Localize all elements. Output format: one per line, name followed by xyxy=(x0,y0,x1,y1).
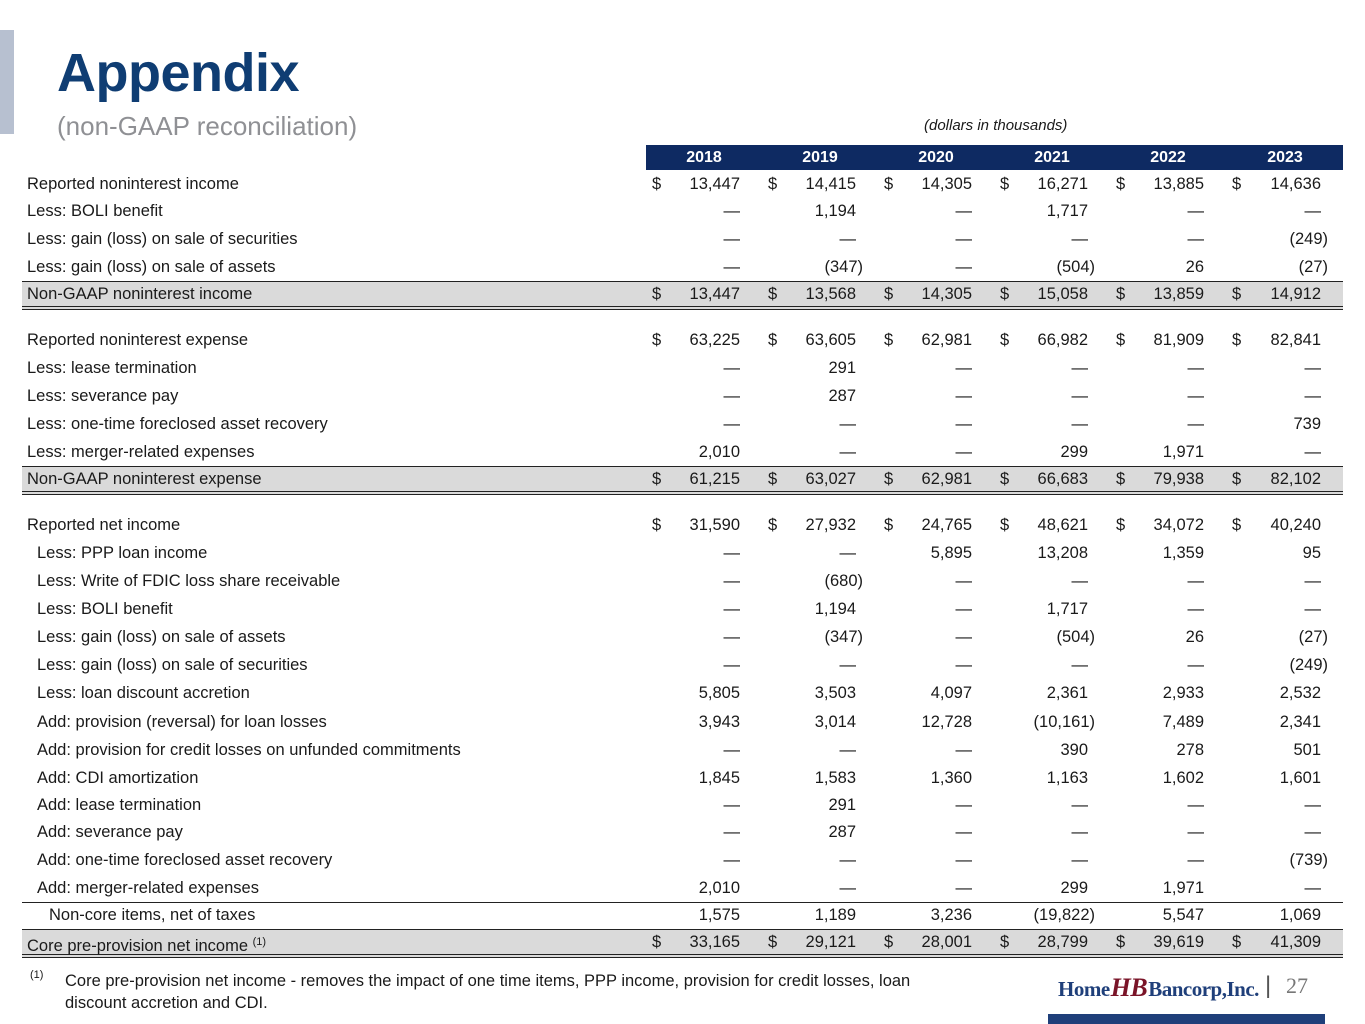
cell-value: — xyxy=(955,359,972,377)
table-total-row xyxy=(22,929,1343,958)
currency-symbol: $ xyxy=(1116,285,1126,303)
row-label xyxy=(27,356,197,380)
cell-value: — xyxy=(955,656,972,674)
cell-value: — xyxy=(1071,230,1088,248)
currency-symbol: $ xyxy=(1000,470,1010,488)
table-row xyxy=(22,541,1343,565)
cell-value: — xyxy=(723,600,740,618)
cell-value: 34,072 xyxy=(1153,516,1204,534)
row-label xyxy=(37,653,308,677)
currency-symbol: $ xyxy=(884,470,894,488)
cell-value: — xyxy=(723,823,740,841)
cell-value: — xyxy=(839,415,856,433)
currency-symbol: $ xyxy=(1116,516,1126,534)
logo-word-home: Home xyxy=(1058,977,1110,1001)
cell-value: — xyxy=(1187,415,1204,433)
cell-value: 28,001 xyxy=(921,933,972,951)
cell-value: (347) xyxy=(824,628,863,646)
row-label xyxy=(37,766,198,790)
table-row xyxy=(22,328,1343,352)
cell-value: — xyxy=(1187,796,1204,814)
cell-value: 1,717 xyxy=(1046,202,1088,220)
currency-symbol: $ xyxy=(1232,331,1242,349)
row-label xyxy=(37,681,250,705)
cell-value: — xyxy=(723,230,740,248)
table-row xyxy=(22,172,1343,196)
table-row xyxy=(22,513,1343,537)
row-label-text: Add: CDI amortization xyxy=(37,769,199,787)
cell-value: — xyxy=(1187,656,1204,674)
cell-value: — xyxy=(1071,415,1088,433)
footnote-ref: (1) xyxy=(252,936,267,948)
table-row xyxy=(22,820,1343,844)
currency-symbol: $ xyxy=(884,285,894,303)
row-label xyxy=(37,820,183,844)
cell-value: 13,859 xyxy=(1153,285,1204,303)
row-label-text: Less: gain (loss) on sale of securities xyxy=(27,230,298,248)
row-label-text: Less: gain (loss) on sale of assets xyxy=(27,258,276,276)
currency-symbol: $ xyxy=(884,331,894,349)
table-row xyxy=(22,227,1343,251)
cell-value: 2,341 xyxy=(1279,713,1321,731)
cell-value: 1,575 xyxy=(698,906,740,924)
row-label xyxy=(27,227,298,251)
row-label xyxy=(37,541,207,565)
cell-value: — xyxy=(1187,230,1204,248)
table-row xyxy=(22,255,1343,279)
cell-value: 739 xyxy=(1293,415,1321,433)
row-label-text: Less: merger-related expenses xyxy=(27,443,255,461)
table-row xyxy=(22,653,1343,677)
cell-value: 12,728 xyxy=(921,713,972,731)
cell-value: — xyxy=(1071,851,1088,869)
currency-symbol: $ xyxy=(1116,331,1126,349)
cell-value: 14,912 xyxy=(1270,285,1321,303)
currency-symbol: $ xyxy=(1000,285,1010,303)
currency-symbol: $ xyxy=(1000,933,1010,951)
currency-symbol: $ xyxy=(1232,933,1242,951)
cell-value: (249) xyxy=(1289,230,1328,248)
currency-symbol: $ xyxy=(1000,175,1010,193)
cell-value: — xyxy=(723,628,740,646)
row-label-text: Add: severance pay xyxy=(37,823,183,841)
cell-value: 14,636 xyxy=(1270,175,1321,193)
cell-value: 82,102 xyxy=(1270,470,1321,488)
cell-value: — xyxy=(1071,823,1088,841)
row-label-text: Less: loan discount accretion xyxy=(37,684,250,702)
cell-value: 39,619 xyxy=(1153,933,1204,951)
logo-hb-mark: HB xyxy=(1110,973,1148,1002)
row-label xyxy=(37,876,259,900)
cell-value: 24,765 xyxy=(921,516,972,534)
cell-value: 501 xyxy=(1293,741,1321,759)
cell-value: — xyxy=(1304,823,1321,841)
table-row xyxy=(22,738,1343,762)
cell-value: 1,359 xyxy=(1162,544,1204,562)
cell-value: — xyxy=(1304,600,1321,618)
row-label xyxy=(27,199,163,223)
row-label-text: Less: one-time foreclosed asset recovery xyxy=(27,415,328,433)
cell-value: — xyxy=(1071,572,1088,590)
row-label-text: Less: gain (loss) on sale of assets xyxy=(37,628,286,646)
row-label-text: Reported net income xyxy=(27,516,181,534)
cell-value: 287 xyxy=(828,387,856,405)
cell-value: 61,215 xyxy=(689,470,740,488)
row-label-text: Less: BOLI benefit xyxy=(37,600,173,618)
cell-value: 1,601 xyxy=(1279,769,1321,787)
cell-value: 13,208 xyxy=(1037,544,1088,562)
table-row xyxy=(22,681,1343,705)
cell-value: 62,981 xyxy=(921,331,972,349)
cell-value: (10,161) xyxy=(1033,713,1095,731)
cell-value: — xyxy=(839,230,856,248)
table-total-row xyxy=(22,466,1343,495)
cell-value: — xyxy=(1304,879,1321,897)
row-label-text: Reported noninterest expense xyxy=(27,331,249,349)
year-header: 2021 xyxy=(1034,149,1070,166)
cell-value: 1,717 xyxy=(1046,600,1088,618)
table-row xyxy=(22,569,1343,593)
year-header: 2023 xyxy=(1267,149,1303,166)
row-label xyxy=(49,903,255,927)
cell-value: — xyxy=(955,823,972,841)
currency-symbol: $ xyxy=(1116,933,1126,951)
cell-value: 2,933 xyxy=(1162,684,1204,702)
table-row xyxy=(22,412,1343,436)
year-header: 2020 xyxy=(918,149,954,166)
year-header: 2018 xyxy=(686,149,722,166)
cell-value: (27) xyxy=(1298,628,1328,646)
cell-value: 1,189 xyxy=(814,906,856,924)
page-number: 27 xyxy=(1286,973,1308,998)
currency-symbol: $ xyxy=(768,285,778,303)
cell-value: 33,165 xyxy=(689,933,740,951)
cell-value: 14,305 xyxy=(921,175,972,193)
currency-symbol: $ xyxy=(884,933,894,951)
cell-value: (249) xyxy=(1289,656,1328,674)
row-label-text: Add: provision (reversal) for loan losses xyxy=(37,713,327,731)
currency-symbol: $ xyxy=(1000,331,1010,349)
cell-value: 3,014 xyxy=(814,713,856,731)
cell-value: 1,194 xyxy=(814,600,856,618)
cell-value: 1,583 xyxy=(814,769,856,787)
cell-value: 3,503 xyxy=(814,684,856,702)
row-label xyxy=(37,793,201,817)
cell-value: 299 xyxy=(1060,443,1088,461)
cell-value: — xyxy=(1187,359,1204,377)
currency-symbol: $ xyxy=(884,516,894,534)
company-logo xyxy=(1058,970,1259,1006)
cell-value: — xyxy=(1304,796,1321,814)
row-label xyxy=(27,930,266,958)
cell-value: 28,799 xyxy=(1037,933,1088,951)
cell-value: — xyxy=(955,879,972,897)
cell-value: — xyxy=(955,258,972,276)
cell-value: 40,240 xyxy=(1270,516,1321,534)
row-label-text: Add: one-time foreclosed asset recovery xyxy=(37,851,333,869)
cell-value: 31,590 xyxy=(689,516,740,534)
row-label-text: Less: lease termination xyxy=(27,359,197,377)
cell-value: — xyxy=(1187,823,1204,841)
cell-value: — xyxy=(1187,572,1204,590)
currency-symbol: $ xyxy=(1116,470,1126,488)
cell-value: — xyxy=(1187,202,1204,220)
cell-value: 26 xyxy=(1185,628,1204,646)
cell-value: — xyxy=(955,387,972,405)
footer-bar xyxy=(1048,1014,1325,1024)
cell-value: 13,568 xyxy=(805,285,856,303)
cell-value: 1,360 xyxy=(930,769,972,787)
currency-symbol: $ xyxy=(768,470,778,488)
row-label-text: Less: gain (loss) on sale of securities xyxy=(37,656,308,674)
table-row xyxy=(22,597,1343,621)
cell-value: 79,938 xyxy=(1153,470,1204,488)
cell-value: — xyxy=(723,359,740,377)
row-label xyxy=(37,597,173,621)
accent-bar xyxy=(0,30,14,134)
cell-value: (739) xyxy=(1289,851,1328,869)
cell-value: 1,602 xyxy=(1162,769,1204,787)
cell-value: — xyxy=(723,544,740,562)
page-subtitle: (non-GAAP reconciliation) xyxy=(57,111,358,141)
cell-value: 299 xyxy=(1060,879,1088,897)
footnote-text: Core pre-provision net income - removes the impact of one time items, PPP income, provision for credit losses, loan discount accretion and CDI. xyxy=(65,972,911,1012)
cell-value: 1,194 xyxy=(814,202,856,220)
cell-value: — xyxy=(723,258,740,276)
currency-symbol: $ xyxy=(652,285,662,303)
currency-symbol: $ xyxy=(652,175,662,193)
cell-value: 2,010 xyxy=(698,879,740,897)
row-label-text: Core pre-provision net income xyxy=(27,937,249,955)
cell-value: (19,822) xyxy=(1033,906,1095,924)
cell-value: — xyxy=(955,628,972,646)
table-row xyxy=(22,793,1343,817)
cell-value: 5,895 xyxy=(930,544,972,562)
currency-symbol: $ xyxy=(768,175,778,193)
row-label xyxy=(37,569,340,593)
cell-value: 1,971 xyxy=(1162,443,1204,461)
row-label-text: Less: severance pay xyxy=(27,387,179,405)
currency-symbol: $ xyxy=(1232,285,1242,303)
footnote-marker: (1) xyxy=(30,969,44,981)
cell-value: — xyxy=(723,387,740,405)
row-label xyxy=(37,625,286,649)
cell-value: — xyxy=(723,202,740,220)
currency-symbol: $ xyxy=(1116,175,1126,193)
row-label xyxy=(27,255,276,279)
cell-value: — xyxy=(1187,387,1204,405)
cell-value: 48,621 xyxy=(1037,516,1088,534)
cell-value: 2,010 xyxy=(698,443,740,461)
cell-value: 1,971 xyxy=(1162,879,1204,897)
logo-word-bancorp: Bancorp,Inc. xyxy=(1148,977,1259,1001)
cell-value: 16,271 xyxy=(1037,175,1088,193)
page-title: Appendix xyxy=(57,43,300,103)
cell-value: 1,163 xyxy=(1046,769,1088,787)
cell-value: 14,415 xyxy=(805,175,856,193)
cell-value: — xyxy=(955,600,972,618)
cell-value: — xyxy=(955,230,972,248)
cell-value: — xyxy=(723,572,740,590)
cell-value: — xyxy=(723,741,740,759)
table-row xyxy=(22,356,1343,380)
row-label-text: Less: BOLI benefit xyxy=(27,202,163,220)
row-label-text: Less: PPP loan income xyxy=(37,544,208,562)
currency-symbol: $ xyxy=(652,933,662,951)
cell-value: 3,236 xyxy=(930,906,972,924)
cell-value: 14,305 xyxy=(921,285,972,303)
cell-value: — xyxy=(1187,851,1204,869)
cell-value: 27,932 xyxy=(805,516,856,534)
cell-value: — xyxy=(723,796,740,814)
row-label xyxy=(27,513,180,537)
cell-value: 13,447 xyxy=(689,285,740,303)
cell-value: — xyxy=(1071,387,1088,405)
cell-value: — xyxy=(839,656,856,674)
row-label-text: Add: merger-related expenses xyxy=(37,879,259,897)
cell-value: — xyxy=(839,544,856,562)
currency-symbol: $ xyxy=(652,516,662,534)
table-row xyxy=(22,876,1343,900)
cell-value: 4,097 xyxy=(930,684,972,702)
cell-value: — xyxy=(1071,796,1088,814)
table-row xyxy=(22,440,1343,464)
currency-symbol: $ xyxy=(1000,516,1010,534)
cell-value: 63,027 xyxy=(805,470,856,488)
cell-value: — xyxy=(955,851,972,869)
cell-value: (680) xyxy=(824,572,863,590)
cell-value: 3,943 xyxy=(698,713,740,731)
cell-value: 1,069 xyxy=(1279,906,1321,924)
currency-symbol: $ xyxy=(1232,516,1242,534)
cell-value: — xyxy=(955,415,972,433)
table-total-row xyxy=(22,281,1343,310)
cell-value: — xyxy=(1187,600,1204,618)
cell-value: — xyxy=(1304,202,1321,220)
page-separator: | xyxy=(1265,972,1272,999)
currency-symbol: $ xyxy=(768,331,778,349)
cell-value: 5,547 xyxy=(1162,906,1204,924)
row-label-text: Non-GAAP noninterest expense xyxy=(27,470,262,488)
cell-value: — xyxy=(839,879,856,897)
cell-value: 2,532 xyxy=(1279,684,1321,702)
cell-value: 2,361 xyxy=(1046,684,1088,702)
row-label xyxy=(27,440,254,464)
cell-value: (347) xyxy=(824,258,863,276)
cell-value: 41,309 xyxy=(1270,933,1321,951)
currency-symbol: $ xyxy=(1232,175,1242,193)
table-row xyxy=(22,625,1343,649)
table-row xyxy=(22,766,1343,790)
cell-value: 82,841 xyxy=(1270,331,1321,349)
currency-symbol: $ xyxy=(652,470,662,488)
cell-value: — xyxy=(723,415,740,433)
currency-symbol: $ xyxy=(768,933,778,951)
cell-value: — xyxy=(1304,387,1321,405)
year-header: 2019 xyxy=(802,149,838,166)
cell-value: — xyxy=(1304,359,1321,377)
cell-value: 15,058 xyxy=(1037,285,1088,303)
cell-value: — xyxy=(723,656,740,674)
table-row xyxy=(22,902,1343,927)
cell-value: 291 xyxy=(828,796,856,814)
table-row xyxy=(22,848,1343,872)
cell-value: 5,805 xyxy=(698,684,740,702)
row-label xyxy=(27,328,248,352)
currency-symbol: $ xyxy=(652,331,662,349)
cell-value: — xyxy=(955,796,972,814)
cell-value: 26 xyxy=(1185,258,1204,276)
row-label xyxy=(27,384,178,408)
row-label-text: Non-GAAP noninterest income xyxy=(27,285,253,303)
row-label xyxy=(27,412,328,436)
cell-value: 66,683 xyxy=(1037,470,1088,488)
cell-value: (504) xyxy=(1056,258,1095,276)
cell-value: — xyxy=(955,572,972,590)
cell-value: — xyxy=(723,851,740,869)
cell-value: — xyxy=(955,202,972,220)
row-label-text: Add: lease termination xyxy=(37,796,202,814)
cell-value: — xyxy=(955,443,972,461)
cell-value: — xyxy=(839,851,856,869)
row-label xyxy=(37,710,327,734)
cell-value: 1,845 xyxy=(698,769,740,787)
cell-value: 29,121 xyxy=(805,933,856,951)
cell-value: (504) xyxy=(1056,628,1095,646)
cell-value: 66,982 xyxy=(1037,331,1088,349)
cell-value: 62,981 xyxy=(921,470,972,488)
cell-value: 63,605 xyxy=(805,331,856,349)
cell-value: 7,489 xyxy=(1162,713,1204,731)
row-label xyxy=(37,738,461,762)
table-row xyxy=(22,384,1343,408)
row-label xyxy=(27,467,262,491)
row-label-text: Reported noninterest income xyxy=(27,175,239,193)
cell-value: — xyxy=(839,741,856,759)
row-label xyxy=(37,848,332,872)
units-note: (dollars in thousands) xyxy=(924,117,1068,134)
cell-value: — xyxy=(1304,443,1321,461)
row-label-text: Non-core items, net of taxes xyxy=(49,906,256,924)
cell-value: — xyxy=(1071,656,1088,674)
row-label-text: Less: Write of FDIC loss share receivable xyxy=(37,572,341,590)
cell-value: 13,447 xyxy=(689,175,740,193)
year-header: 2022 xyxy=(1150,149,1186,166)
table-row xyxy=(22,710,1343,734)
currency-symbol: $ xyxy=(884,175,894,193)
cell-value: 81,909 xyxy=(1153,331,1204,349)
cell-value: 13,885 xyxy=(1153,175,1204,193)
cell-value: 278 xyxy=(1176,741,1204,759)
cell-value: — xyxy=(955,741,972,759)
cell-value: — xyxy=(1304,572,1321,590)
row-label-text: Add: provision for credit losses on unfunded commitments xyxy=(37,741,461,759)
cell-value: — xyxy=(839,443,856,461)
cell-value: 63,225 xyxy=(689,331,740,349)
cell-value: — xyxy=(1071,359,1088,377)
cell-value: 390 xyxy=(1060,741,1088,759)
cell-value: 291 xyxy=(828,359,856,377)
row-label xyxy=(27,282,252,306)
cell-value: (27) xyxy=(1298,258,1328,276)
currency-symbol: $ xyxy=(1232,470,1242,488)
row-label xyxy=(27,172,239,196)
cell-value: 95 xyxy=(1302,544,1321,562)
currency-symbol: $ xyxy=(768,516,778,534)
table-row xyxy=(22,199,1343,223)
cell-value: 287 xyxy=(828,823,856,841)
